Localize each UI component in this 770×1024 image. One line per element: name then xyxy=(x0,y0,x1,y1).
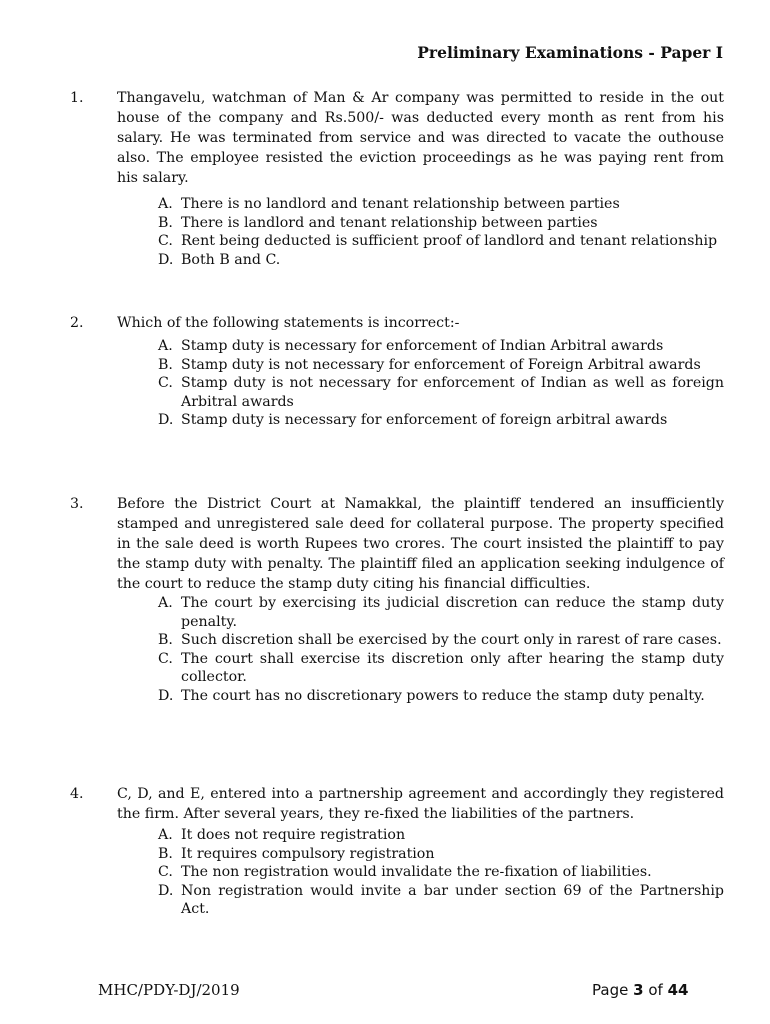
option-text: There is landlord and tenant relationship between parties xyxy=(181,214,598,231)
page-of: of xyxy=(648,981,663,999)
option-c xyxy=(158,863,724,882)
options-list xyxy=(158,337,724,430)
question-number: 2. xyxy=(70,315,84,331)
option-letter: A. xyxy=(158,196,173,212)
option-letter: D. xyxy=(158,251,174,268)
option-letter: D. xyxy=(158,687,174,704)
option-a xyxy=(158,594,724,631)
option-b xyxy=(158,356,724,375)
option-c xyxy=(158,232,724,251)
option-c xyxy=(158,374,724,411)
option-letter: A. xyxy=(158,827,173,843)
option-letter: D. xyxy=(158,412,174,428)
option-letter: C. xyxy=(158,864,173,880)
option-text: The non registration would invalidate the re-fixation of liabilities. xyxy=(181,864,652,880)
page-indicator xyxy=(592,981,688,999)
option-letter: B. xyxy=(158,356,173,373)
option-letter: B. xyxy=(158,845,173,862)
option-text: Both B and C. xyxy=(181,251,281,268)
page-total: 44 xyxy=(667,981,689,999)
page-title: Preliminary Examinations - Paper I xyxy=(417,43,723,62)
option-text: Stamp duty is necessary for enforcement of foreign arbitral awards xyxy=(181,412,668,428)
option-text: Non registration would invite a bar under section 69 of the Partnership Act. xyxy=(181,882,724,917)
option-text: Stamp duty is not necessary for enforcement of Indian as well as foreign Arbitral awards xyxy=(181,375,724,410)
option-d xyxy=(158,411,724,430)
question-2 xyxy=(70,313,724,430)
document-code: MHC/PDY-DJ/2019 xyxy=(98,981,240,999)
options-list xyxy=(158,594,724,705)
option-text: It requires compulsory registration xyxy=(181,845,435,862)
option-letter: C. xyxy=(158,233,173,249)
option-d xyxy=(158,251,724,270)
question-text: Before the District Court at Namakkal, the plaintiff tendered an insufficiently stamped and unregistered sale deed for collateral purpose. The property specified in the sale deed is worth Rupees two crores. The court insisted the plaintiff to pay the stamp duty with penalty. The plaintiff filed an application seeking indulgence of the court to reduce the stamp duty citing his financial difficulties. xyxy=(117,496,724,592)
option-text: It does not require registration xyxy=(181,827,406,843)
option-b xyxy=(158,631,724,650)
option-letter: B. xyxy=(158,214,173,231)
options-list xyxy=(158,826,724,919)
option-text: Stamp duty is necessary for enforcement of Indian Arbitral awards xyxy=(181,338,664,354)
option-text: The court by exercising its judicial discretion can reduce the stamp duty penalty. xyxy=(181,595,724,630)
options-list xyxy=(158,195,724,269)
option-letter: A. xyxy=(158,338,173,354)
option-letter: C. xyxy=(158,650,173,667)
page-current: 3 xyxy=(633,981,644,999)
question-text: Thangavelu, watchman of Man & Ar company was permitted to reside in the out house of the company and Rs.500/- was deducted every month as rent from his salary. He was terminated from service and was directed to vacate the outhouse also. The employee resisted the eviction proceedings as he was paying rent from his salary. xyxy=(117,90,724,186)
option-a xyxy=(158,195,724,214)
question-text: Which of the following statements is incorrect:- xyxy=(117,315,460,331)
option-text: The court shall exercise its discretion only after hearing the stamp duty collector. xyxy=(181,650,724,685)
option-d xyxy=(158,882,724,919)
question-text: C, D, and E, entered into a partnership agreement and accordingly they registered the firm. After several years, they re-fixed the liabilities of the partners. xyxy=(117,786,724,822)
option-c xyxy=(158,650,724,687)
option-text: The court has no discretionary powers to reduce the stamp duty penalty. xyxy=(181,687,705,704)
option-text: Stamp duty is not necessary for enforcement of Foreign Arbitral awards xyxy=(181,356,701,373)
question-number: 1. xyxy=(70,90,84,106)
option-d xyxy=(158,687,724,706)
question-3 xyxy=(70,494,724,705)
option-text: Such discretion shall be exercised by the court only in rarest of rare cases. xyxy=(181,632,722,648)
option-a xyxy=(158,337,724,356)
option-letter: C. xyxy=(158,375,173,391)
page-word: Page xyxy=(592,981,629,999)
option-text: There is no landlord and tenant relationship between parties xyxy=(181,196,620,212)
question-1 xyxy=(70,88,724,269)
option-letter: A. xyxy=(158,595,173,611)
question-number: 3. xyxy=(70,496,84,512)
option-a xyxy=(158,826,724,845)
question-number: 4. xyxy=(70,786,84,802)
option-b xyxy=(158,845,724,864)
option-b xyxy=(158,214,724,233)
option-text: Rent being deducted is sufficient proof of landlord and tenant relationship xyxy=(181,233,718,249)
question-4 xyxy=(70,784,724,919)
option-letter: D. xyxy=(158,882,174,899)
option-letter: B. xyxy=(158,632,173,648)
